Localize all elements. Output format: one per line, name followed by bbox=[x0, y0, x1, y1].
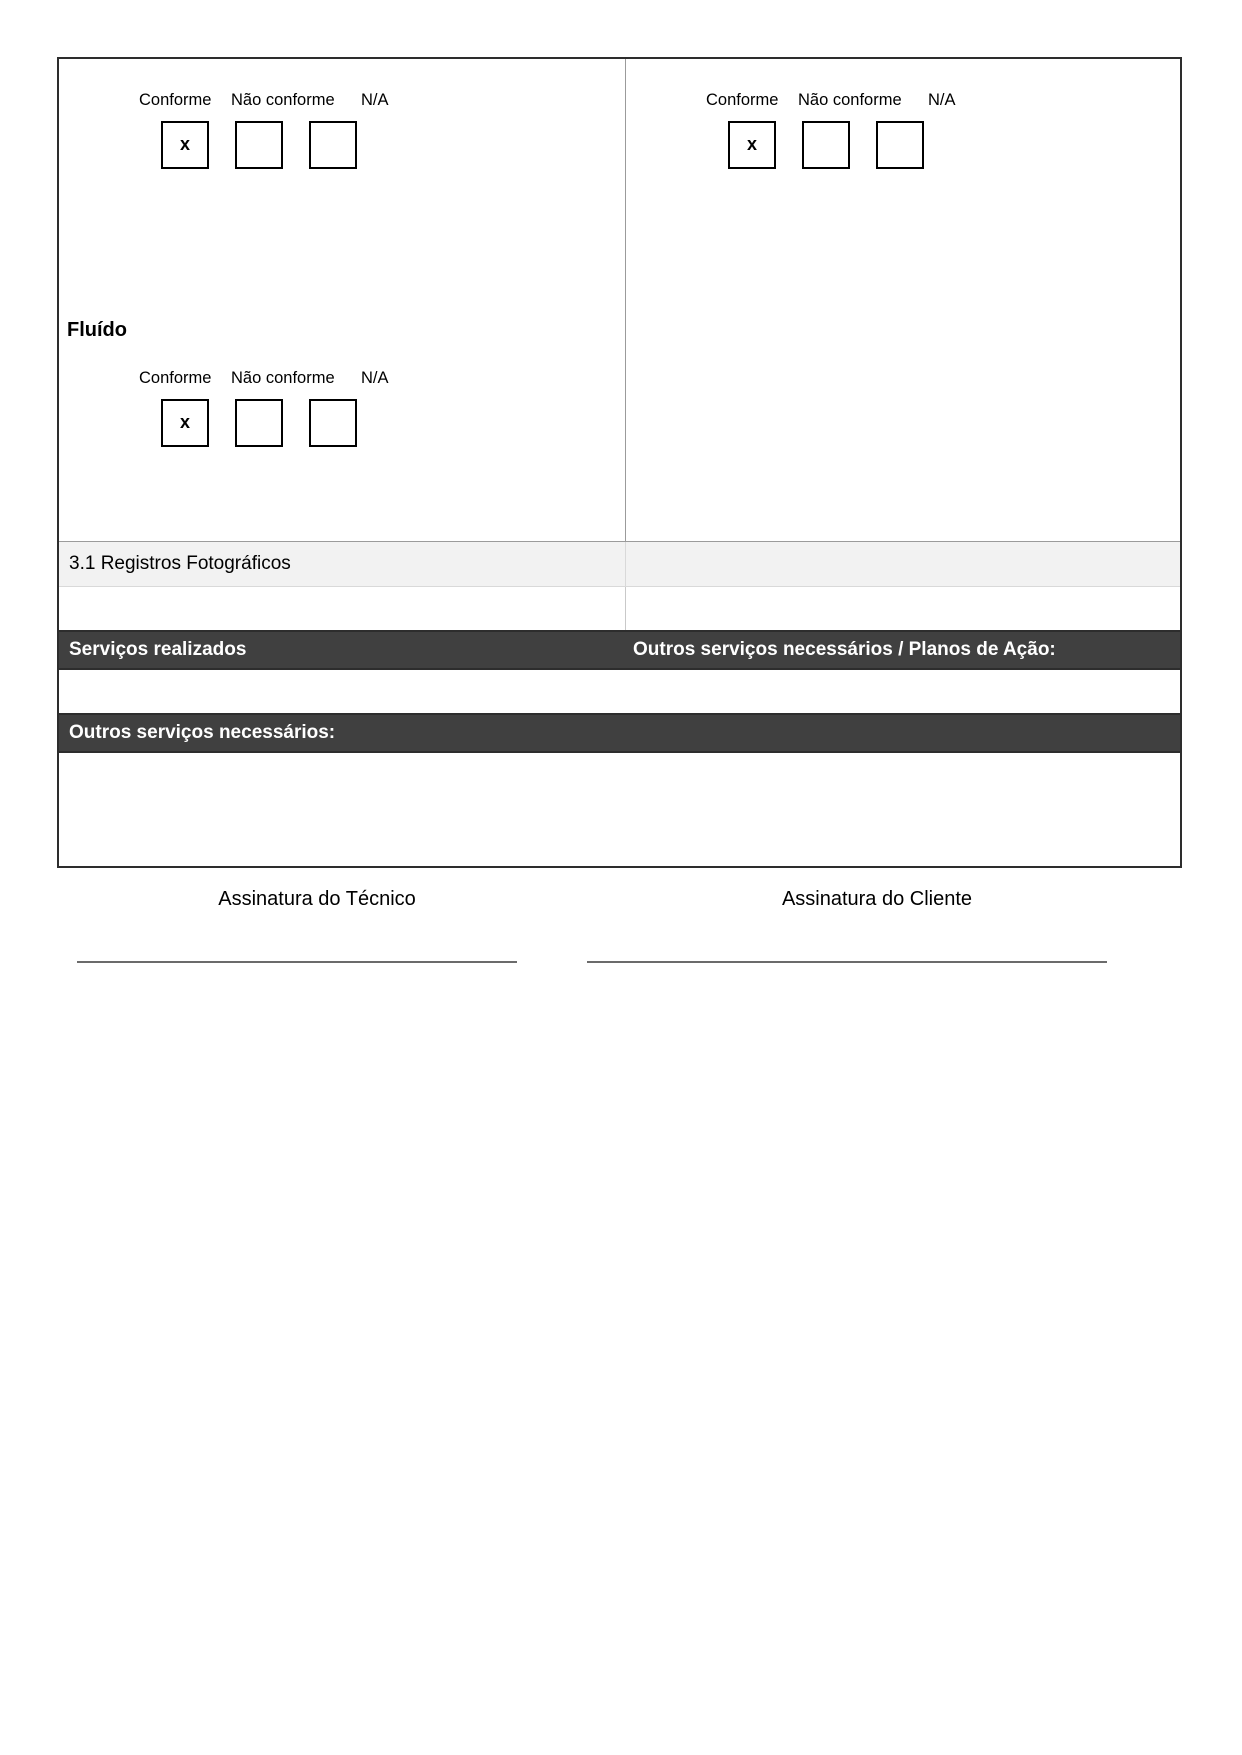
checkbox-conforme[interactable]: x bbox=[161, 121, 209, 169]
checkbox-nao-conforme[interactable] bbox=[235, 121, 283, 169]
inspection-form-box bbox=[57, 57, 1182, 868]
label-conforme: Conforme bbox=[139, 369, 212, 387]
row-registros-fotograficos-content[interactable] bbox=[59, 587, 1180, 630]
section-title-fluido: Fluído bbox=[67, 319, 127, 341]
signature-area bbox=[57, 888, 1182, 1018]
field-outros-servicos[interactable] bbox=[59, 753, 1180, 800]
label-servicos-realizados: Serviços realizados bbox=[69, 639, 247, 660]
signature-line-cliente[interactable] bbox=[587, 961, 1107, 963]
checkbox-conforme[interactable]: x bbox=[728, 121, 776, 169]
checkbox-row bbox=[139, 121, 411, 169]
checkbox-na[interactable] bbox=[876, 121, 924, 169]
label-conforme: Conforme bbox=[706, 91, 779, 109]
label-nao-conforme: Não conforme bbox=[231, 91, 335, 109]
label-conforme: Conforme bbox=[139, 91, 212, 109]
field-servicos-realizados[interactable] bbox=[59, 670, 1180, 713]
signature-line-tecnico[interactable] bbox=[77, 961, 517, 963]
label-outros-planos-acao: Outros serviços necessários / Planos de Ação: bbox=[633, 639, 1056, 660]
checkbox-fluido-nao-conforme[interactable] bbox=[235, 399, 283, 447]
checkbox-labels-row bbox=[139, 92, 411, 109]
checkbox-row bbox=[706, 121, 978, 169]
label-registros-fotograficos: 3.1 Registros Fotográficos bbox=[69, 553, 291, 574]
signature-label-cliente: Assinatura do Cliente bbox=[781, 888, 973, 910]
bar-outros-servicos bbox=[59, 713, 1180, 753]
label-outros-servicos: Outros serviços necessários: bbox=[69, 722, 336, 743]
label-nao-conforme: Não conforme bbox=[231, 369, 335, 387]
signature-label-tecnico: Assinatura do Técnico bbox=[218, 888, 416, 910]
checkbox-group-top-left bbox=[139, 92, 411, 169]
checkbox-group-fluido bbox=[139, 370, 411, 447]
checkbox-fluido-conforme[interactable]: x bbox=[161, 399, 209, 447]
checkbox-labels-row bbox=[706, 92, 978, 109]
row-registros-fotograficos bbox=[59, 541, 1180, 587]
checkbox-labels-row-fluido bbox=[139, 370, 411, 387]
column-divider bbox=[625, 587, 626, 630]
inspection-column-left bbox=[59, 59, 625, 541]
column-divider bbox=[625, 542, 626, 586]
checkbox-na[interactable] bbox=[309, 121, 357, 169]
inspection-area bbox=[59, 59, 1180, 541]
checkbox-nao-conforme[interactable] bbox=[802, 121, 850, 169]
checkbox-fluido-na[interactable] bbox=[309, 399, 357, 447]
inspection-column-right bbox=[625, 59, 1180, 541]
label-nao-conforme: Não conforme bbox=[798, 91, 902, 109]
label-na: N/A bbox=[928, 91, 956, 109]
checkbox-row-fluido bbox=[139, 399, 411, 447]
signature-block-cliente bbox=[587, 888, 1167, 963]
label-na: N/A bbox=[361, 369, 389, 387]
signature-block-tecnico bbox=[77, 888, 557, 963]
bar-servicos-realizados bbox=[59, 630, 1180, 670]
checkbox-group-top-right bbox=[706, 92, 978, 169]
label-na: N/A bbox=[361, 91, 389, 109]
